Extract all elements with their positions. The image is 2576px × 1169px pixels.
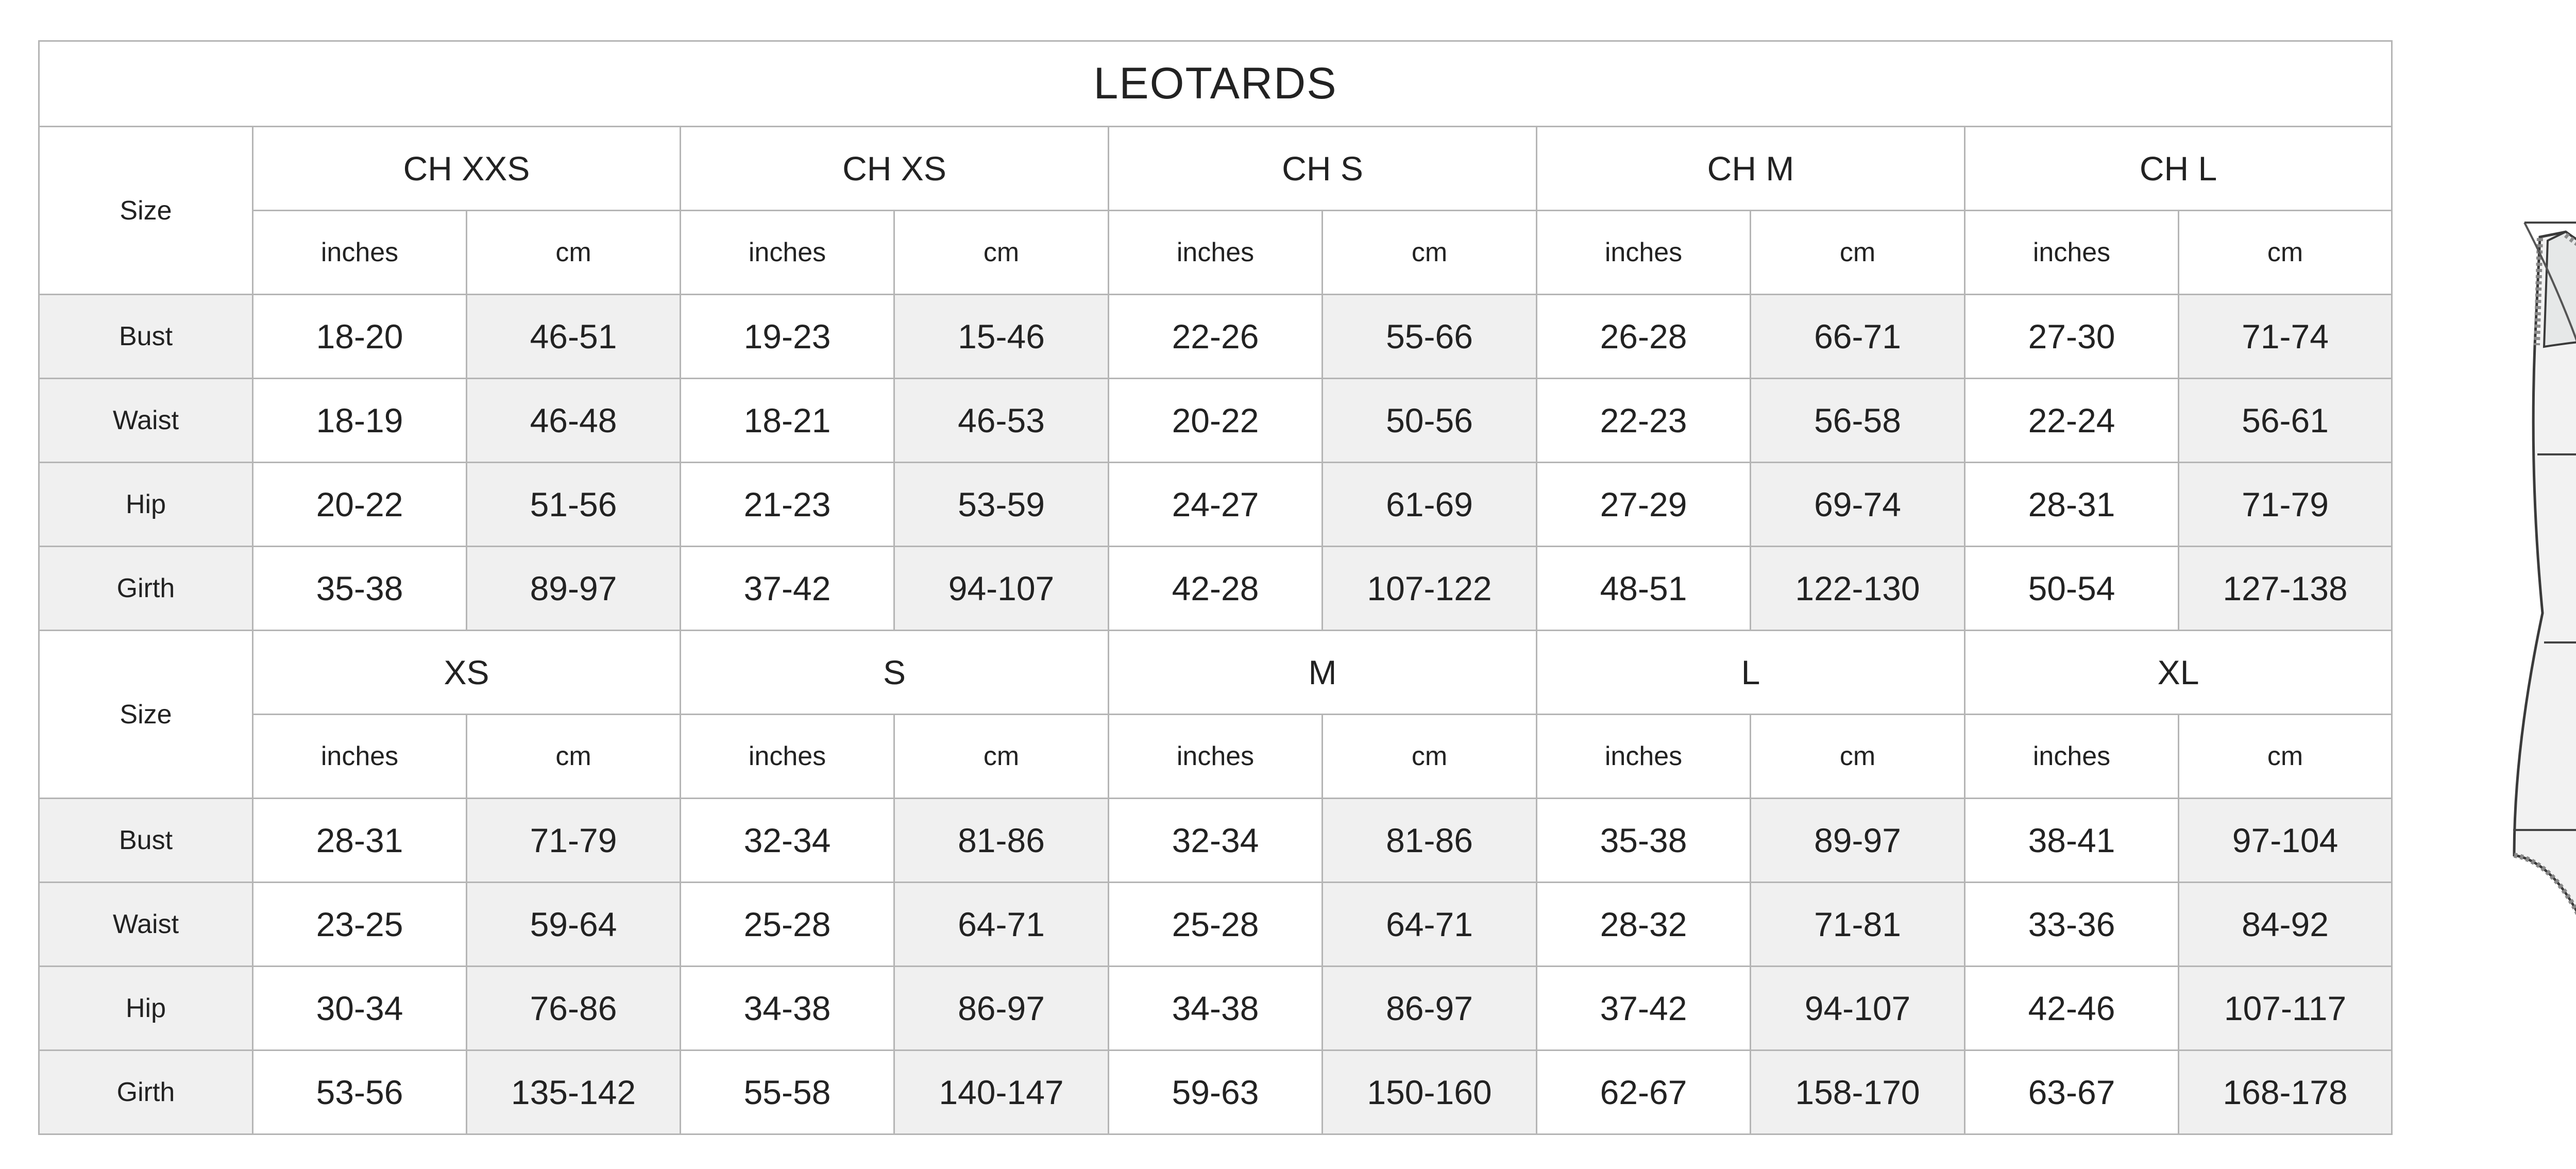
table-cell: 32-34 — [1109, 799, 1323, 883]
size-group-header: S — [681, 631, 1109, 715]
unit-header: inches — [253, 211, 467, 295]
table-cell: 53-59 — [894, 463, 1109, 547]
table-cell: 19-23 — [681, 295, 894, 379]
table-cell: 94-107 — [1751, 967, 1965, 1051]
table-cell: 81-86 — [1323, 799, 1537, 883]
table-cell: 33-36 — [1965, 883, 2179, 967]
unit-header: cm — [467, 715, 681, 799]
unit-header: inches — [1965, 211, 2179, 295]
unit-header-row — [39, 715, 2392, 799]
table-cell: 20-22 — [253, 463, 467, 547]
table-cell: 86-97 — [894, 967, 1109, 1051]
table-cell: 18-21 — [681, 379, 894, 463]
table-cell: 63-67 — [1965, 1051, 2179, 1134]
unit-header: cm — [894, 715, 1109, 799]
table-cell: 23-25 — [253, 883, 467, 967]
measurement-label: Hip — [39, 967, 253, 1051]
table-title: LEOTARDS — [39, 41, 2392, 127]
table-cell: 22-23 — [1537, 379, 1751, 463]
size-group-header: XL — [1965, 631, 2392, 715]
table-cell: 28-31 — [253, 799, 467, 883]
unit-header-row — [39, 211, 2392, 295]
table-cell: 107-117 — [2179, 967, 2392, 1051]
table-cell: 97-104 — [2179, 799, 2392, 883]
table-cell: 140-147 — [894, 1051, 1109, 1134]
unit-header: cm — [2179, 715, 2392, 799]
table-cell: 18-20 — [253, 295, 467, 379]
table-cell: 18-19 — [253, 379, 467, 463]
unit-header: cm — [1323, 715, 1537, 799]
table-cell: 64-71 — [894, 883, 1109, 967]
size-column-label: Size — [39, 631, 253, 799]
table-row — [39, 967, 2392, 1051]
table-cell: 15-46 — [894, 295, 1109, 379]
table-cell: 69-74 — [1751, 463, 1965, 547]
table-cell: 37-42 — [1537, 967, 1751, 1051]
table-row — [39, 799, 2392, 883]
size-group-header: CH S — [1109, 127, 1537, 211]
measurement-label: Hip — [39, 463, 253, 547]
unit-header: inches — [1109, 211, 1323, 295]
unit-header: cm — [467, 211, 681, 295]
table-cell: 27-30 — [1965, 295, 2179, 379]
table-cell: 48-51 — [1537, 547, 1751, 631]
table-row — [39, 883, 2392, 967]
table-cell: 135-142 — [467, 1051, 681, 1134]
table-cell: 62-67 — [1537, 1051, 1751, 1134]
size-group-header: CH XS — [681, 127, 1109, 211]
table-cell: 38-41 — [1965, 799, 2179, 883]
table-cell: 35-38 — [1537, 799, 1751, 883]
table-cell: 42-28 — [1109, 547, 1323, 631]
table-row — [39, 379, 2392, 463]
size-group-header: CH XXS — [253, 127, 681, 211]
unit-header: cm — [2179, 211, 2392, 295]
size-chart-table — [38, 40, 2393, 1135]
size-chart-body — [39, 41, 2392, 1134]
table-cell: 32-34 — [681, 799, 894, 883]
table-cell: 107-122 — [1323, 547, 1537, 631]
table-cell: 94-107 — [894, 547, 1109, 631]
table-cell: 89-97 — [467, 547, 681, 631]
table-cell: 22-26 — [1109, 295, 1323, 379]
unit-header: inches — [681, 211, 894, 295]
table-cell: 56-61 — [2179, 379, 2392, 463]
table-cell: 24-27 — [1109, 463, 1323, 547]
table-cell: 42-46 — [1965, 967, 2179, 1051]
measurement-label: Waist — [39, 883, 253, 967]
table-cell: 46-48 — [467, 379, 681, 463]
table-cell: 84-92 — [2179, 883, 2392, 967]
table-cell: 66-71 — [1751, 295, 1965, 379]
table-cell: 35-38 — [253, 547, 467, 631]
table-cell: 25-28 — [681, 883, 894, 967]
measurement-label: Waist — [39, 379, 253, 463]
table-cell: 168-178 — [2179, 1051, 2392, 1134]
size-column-label: Size — [39, 127, 253, 295]
table-cell: 89-97 — [1751, 799, 1965, 883]
measurement-label: Girth — [39, 547, 253, 631]
title-row — [39, 41, 2392, 127]
neckline-panel — [2544, 232, 2576, 347]
unit-header: inches — [1965, 715, 2179, 799]
size-group-header-row — [39, 631, 2392, 715]
unit-header: inches — [253, 715, 467, 799]
table-cell: 64-71 — [1323, 883, 1537, 967]
table-cell: 50-56 — [1323, 379, 1537, 463]
size-group-header: L — [1537, 631, 1965, 715]
table-cell: 61-69 — [1323, 463, 1537, 547]
table-cell: 46-51 — [467, 295, 681, 379]
measurement-label: Bust — [39, 799, 253, 883]
table-cell: 25-28 — [1109, 883, 1323, 967]
table-cell: 27-29 — [1537, 463, 1751, 547]
table-cell: 28-31 — [1965, 463, 2179, 547]
table-cell: 71-74 — [2179, 295, 2392, 379]
unit-header: inches — [1537, 211, 1751, 295]
size-group-header: XS — [253, 631, 681, 715]
size-group-header-row — [39, 127, 2392, 211]
table-cell: 71-79 — [2179, 463, 2392, 547]
table-row — [39, 1051, 2392, 1134]
table-cell: 59-63 — [1109, 1051, 1323, 1134]
table-row — [39, 295, 2392, 379]
size-group-header: M — [1109, 631, 1537, 715]
table-cell: 127-138 — [2179, 547, 2392, 631]
table-cell: 37-42 — [681, 547, 894, 631]
unit-header: inches — [681, 715, 894, 799]
unit-header: cm — [1751, 715, 1965, 799]
leotard-measurement-diagram — [2463, 191, 2576, 1025]
table-cell: 81-86 — [894, 799, 1109, 883]
unit-header: inches — [1537, 715, 1751, 799]
table-cell: 76-86 — [467, 967, 681, 1051]
table-cell: 158-170 — [1751, 1051, 1965, 1134]
table-row — [39, 463, 2392, 547]
table-row — [39, 547, 2392, 631]
table-cell: 34-38 — [681, 967, 894, 1051]
size-group-header: CH M — [1537, 127, 1965, 211]
table-cell: 51-56 — [467, 463, 681, 547]
table-cell: 50-54 — [1965, 547, 2179, 631]
table-cell: 122-130 — [1751, 547, 1965, 631]
leotard-body — [2514, 232, 2576, 1010]
measurement-label: Bust — [39, 295, 253, 379]
table-cell: 22-24 — [1965, 379, 2179, 463]
table-cell: 86-97 — [1323, 967, 1537, 1051]
table-cell: 26-28 — [1537, 295, 1751, 379]
unit-header: cm — [1751, 211, 1965, 295]
table-cell: 34-38 — [1109, 967, 1323, 1051]
table-cell: 56-58 — [1751, 379, 1965, 463]
table-cell: 30-34 — [253, 967, 467, 1051]
unit-header: inches — [1109, 715, 1323, 799]
table-cell: 150-160 — [1323, 1051, 1537, 1134]
size-group-header: CH L — [1965, 127, 2392, 211]
table-cell: 55-66 — [1323, 295, 1537, 379]
table-cell: 71-79 — [467, 799, 681, 883]
table-cell: 21-23 — [681, 463, 894, 547]
table-cell: 28-32 — [1537, 883, 1751, 967]
table-cell: 53-56 — [253, 1051, 467, 1134]
measurement-label: Girth — [39, 1051, 253, 1134]
table-cell: 59-64 — [467, 883, 681, 967]
unit-header: cm — [1323, 211, 1537, 295]
table-cell: 55-58 — [681, 1051, 894, 1134]
table-cell: 46-53 — [894, 379, 1109, 463]
unit-header: cm — [894, 211, 1109, 295]
table-cell: 71-81 — [1751, 883, 1965, 967]
table-cell: 20-22 — [1109, 379, 1323, 463]
